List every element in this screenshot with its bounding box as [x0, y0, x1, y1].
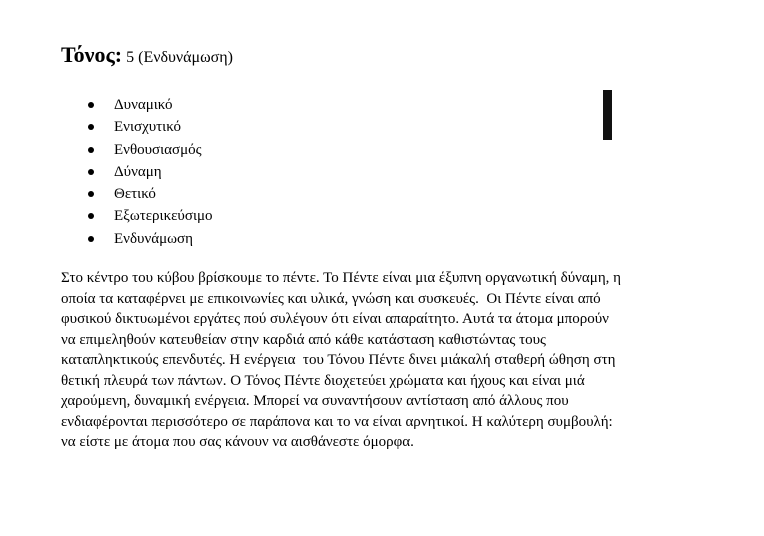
- list-item-text: Ενθουσιασμός: [114, 141, 202, 158]
- list-item-text: Δύναμη: [114, 163, 162, 180]
- paragraph-line: να είστε με άτομα που σας κάνουν να αισθάνεστε όμορφα.: [61, 434, 414, 450]
- list-item-text: Ενδυνάμωση: [114, 230, 193, 247]
- list-item: [86, 228, 213, 250]
- bullet-icon: [88, 102, 94, 108]
- paragraph-line: καταπληκτικούς επενδυτές. Η ενέργεια του Τόνου Πέντε δινει μιάκαλή σταθερή ώθηση στη: [61, 352, 616, 368]
- paragraph-line: ενδιαφέρονται περισσότερο σε παράπονα και το να είναι αρνητικοί. Η καλύτερη συμβουλή:: [61, 413, 613, 430]
- paragraph-line: θετική πλευρά των πάντων. Ο Τόνος Πέντε διοχετεύει χρώματα και ήχους και είναι μιά: [61, 372, 585, 389]
- list-item: [86, 116, 213, 138]
- paragraph-line: χαρούμενη, δυναμική ενέργεια. Μπορεί να συναντήσουν αντίσταση από άλλους που: [61, 393, 569, 409]
- body-paragraph: [61, 268, 751, 453]
- paragraph-line: φυσικού δικτυωμένοι εργάτες πού συλέγουν ότι είναι απαραίτητο. Αυτά τα άτομα μπορούν: [61, 311, 609, 327]
- bullet-icon: [88, 213, 94, 219]
- paragraph-line: Στο κέντρο του κύβου βρίσκουμε το πέντε. Το Πέντε είναι μια έξυπνη οργανωτική δύναμη, η: [61, 270, 622, 286]
- attribute-list: [86, 94, 213, 250]
- text-cursor-bar: [603, 90, 612, 140]
- tone-heading: [61, 44, 233, 66]
- paragraph-line: οποία τα καταφέρνει με επικοινωνίες και υλικά, γνώση και συσκευές. Οι Πέντε είναι από: [61, 290, 601, 307]
- list-item-text: Ενισχυτικό: [114, 119, 181, 136]
- list-item: [86, 94, 213, 116]
- list-item-text: Δυναμικό: [114, 97, 173, 113]
- list-item: [86, 205, 213, 227]
- bullet-icon: [88, 191, 94, 197]
- bullet-icon: [88, 169, 94, 175]
- list-item-text: Θετικό: [114, 186, 156, 203]
- list-item-text: Εξωτερικεύσιμο: [114, 208, 213, 225]
- bullet-icon: [88, 236, 94, 242]
- heading-value: 5 (Ενδυνάμωση): [122, 49, 233, 66]
- heading-label: Τόνος:: [61, 42, 123, 67]
- list-item: [86, 139, 213, 161]
- bullet-icon: [88, 147, 94, 153]
- bullet-icon: [88, 124, 94, 130]
- list-item: [86, 183, 213, 205]
- list-item: [86, 161, 213, 183]
- paragraph-line: να επιμεληθούν κατευθείαν στην καρδιά από κάθε κατάσταση καθιστώντας τους: [61, 331, 546, 348]
